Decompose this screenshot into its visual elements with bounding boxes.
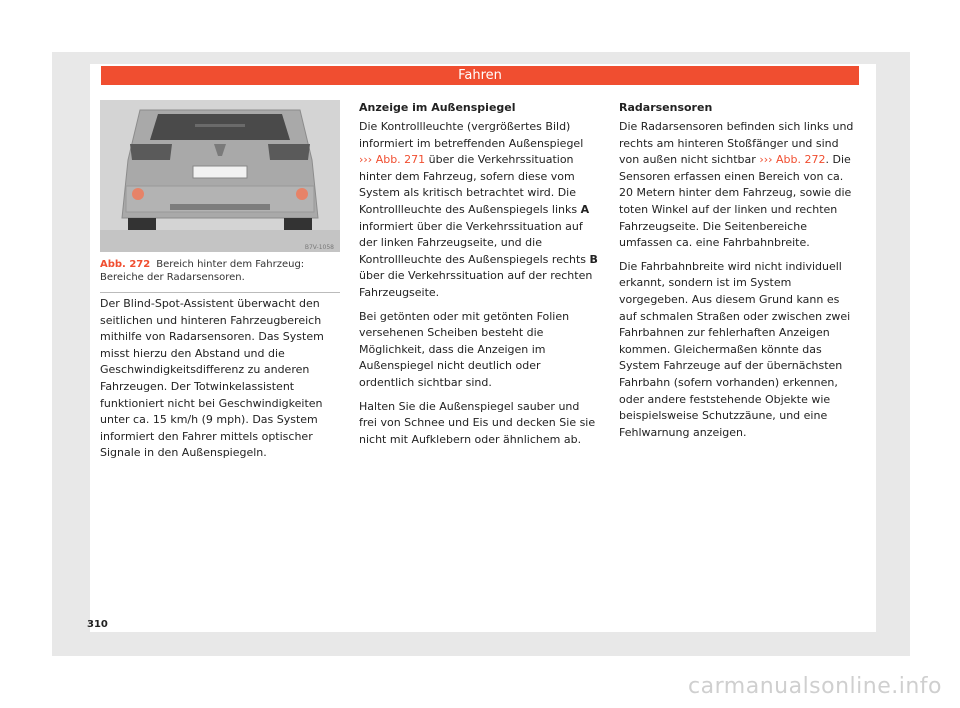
figure-ref-271[interactable]: ››› Abb. 271 [359, 153, 426, 167]
column-right [619, 100, 859, 448]
radar-text-a: Die Radarsensoren befinden sich links und rechts am hinteren Stoßfänger und sind von außen nicht sichtbar [619, 120, 854, 167]
label-a: A [580, 202, 590, 216]
column-middle [359, 100, 599, 455]
lane-width-paragraph: Die Fahrbahnbreite wird nicht individuell erkannt, sondern ist im System vorgegeben. Aus diesem Grund kann es auf schmalen Straßen oder zwischen zwei Fahrbahnen zur fehlerhaften Anzeigen kommen. Gleichermaßen könnte das System Fahrzeuge auf der übernächsten Fahrbahn (sofern vorhanden) erkennen, oder andere feststehende Objekte wie beispielsweise Schutzzäune, und eine Fehlwarnung anzeigen. [619, 259, 851, 439]
mirror-text-a: Die Kontrollleuchte (vergrößertes Bild) informiert im betreffenden Außenspiegel [359, 120, 584, 150]
figure-caption [100, 258, 340, 293]
mirror-text-c: informiert über die Verkehrssituation auf der linken Fahrzeugseite, und die Kontrollleuchte des Außenspiegels rechts [359, 219, 587, 266]
tinted-windows-paragraph: Bei getönten oder mit getönten Folien versehenen Scheiben besteht die Möglichkeit, dass die Anzeigen im Außenspiegel nicht deutlich oder ordentlich sichtbar sind. [359, 309, 570, 389]
figure-code: B7V-1058 [304, 244, 334, 251]
caption-text: Bereich hinter dem Fahrzeug: Bereiche der Radarsensoren. [100, 259, 305, 283]
mirror-text-b: über die Verkehrssituation hinter dem Fahrzeug, sofern diese vom System als kritisch betrachtet wird. Die Kontrollleuchte des Außenspiegels links [359, 153, 578, 216]
watermark: carmanualsonline.info [688, 674, 942, 699]
mirror-display-paragraph [359, 119, 599, 302]
intro-paragraph: Der Blind-Spot-Assistent überwacht den seitlichen und hinteren Fahrzeugbereich mithilfe von Radarsensoren. Das System misst hierzu den Abstand und die Geschwindigkeitsdifferenz zu anderen Fahrzeugen. Der Totwinkelassistent funktioniert nicht bei Geschwindigkeiten unter ca. 15 km/h (9 mph). Das System informiert den Fahrer mittels optischer Signale in den Außenspiegeln. [100, 297, 324, 460]
radar-location-paragraph [619, 119, 859, 252]
caption-label: Abb. 272 [100, 259, 151, 270]
radar-sensors-heading: Radarsensoren [619, 101, 713, 114]
column-left [100, 296, 340, 469]
car-rear-illustration [100, 100, 340, 252]
mirror-text-d: über die Verkehrssituation auf der rechten Fahrzeugseite. [359, 269, 593, 299]
radar-text-b: . Die Sensoren erfassen einen Bereich von ca. 20 Metern hinter dem Fahrzeug, sowie die toten Winkel auf der linken und rechten Fahrzeugseite. Die Seitenbereiche umfassen ca. eine Fahrbahnbreite. [619, 153, 852, 250]
figure-ref-272[interactable]: ››› Abb. 272 [759, 153, 826, 167]
mirror-display-heading: Anzeige im Außenspiegel [359, 101, 516, 114]
mirror-clean-paragraph: Halten Sie die Außenspiegel sauber und frei von Schnee und Eis und decken Sie sie nicht mit Aufklebern oder ähnlichem ab. [359, 399, 596, 446]
page-number: 310 [87, 619, 108, 630]
car-rear-figure [100, 100, 340, 252]
section-header: Fahren [101, 66, 859, 85]
label-b: B [589, 252, 598, 266]
